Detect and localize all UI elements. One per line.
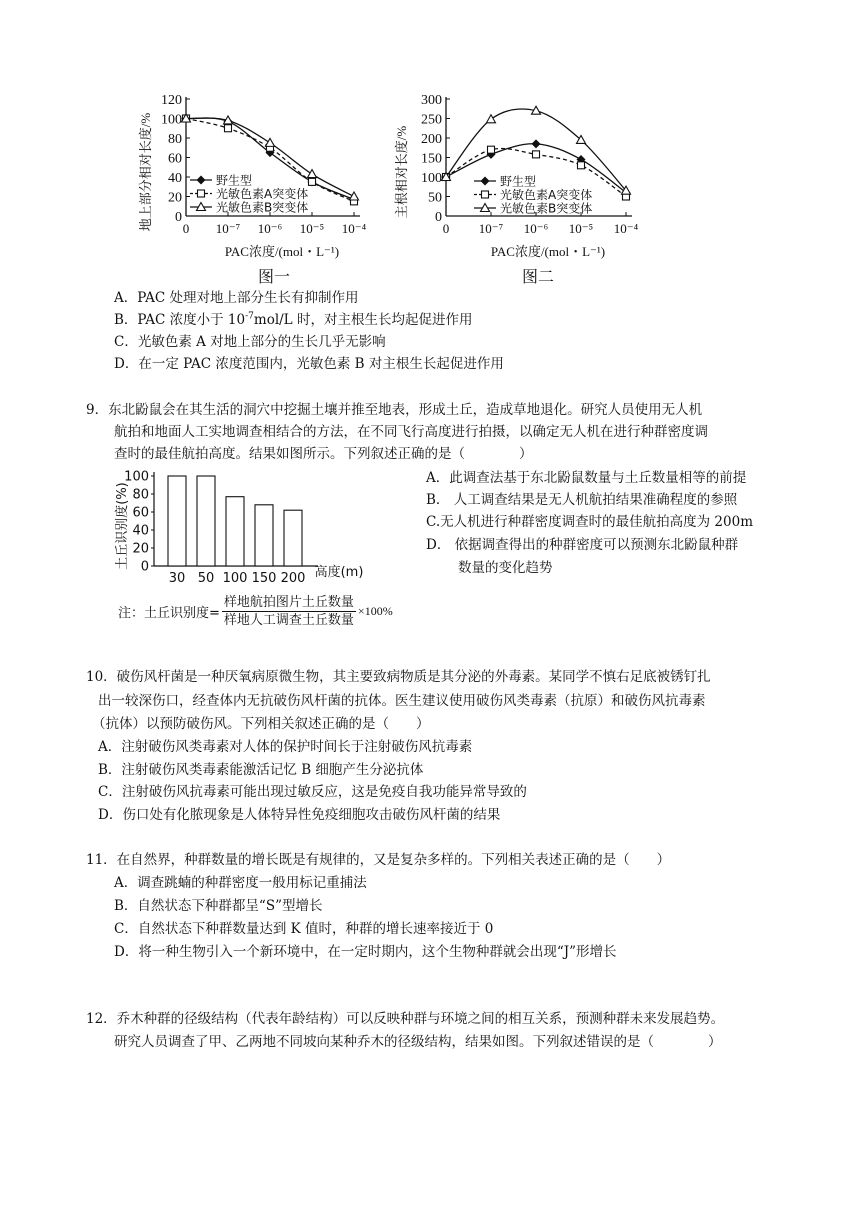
q8-option-c: C．光敏色素 A 对地上部分的生长几乎无影响	[114, 334, 386, 350]
figure-1-legend	[190, 173, 308, 215]
data-point	[488, 146, 495, 153]
figure-2-xlabel: PAC浓度/(mol・L⁻¹)	[490, 244, 606, 259]
x-tick-label: 150	[251, 571, 277, 586]
q10-option-d: D．伤口处有化脓现象是人体特异性免疫细胞攻击破伤风杆菌的结果	[98, 807, 501, 823]
data-point	[350, 192, 359, 200]
y-tick-label: 0	[175, 210, 182, 225]
q12-stem-line-2: 研究人员调查了甲、乙两地不同坡向某种乔木的径级结构，结果如图。下列叙述错误的是（ ）	[114, 1034, 722, 1050]
legend-label: 光敏色素B突变体	[216, 200, 309, 215]
figure-2-legend	[474, 174, 592, 216]
q11-stem: 11．在自然界，种群数量的增长既是有规律的，又是复杂多样的。下列相关表述正确的是（ ）	[86, 852, 671, 868]
legend-label: 野生型	[500, 174, 537, 189]
q10-option-c: C．注射破伤风抗毒素可能出现过敏反应，这是免疫自我功能异常导致的	[98, 784, 527, 800]
figure-2-caption: 图二	[522, 267, 555, 286]
legend-marker	[198, 190, 205, 197]
figure-1-ylabel: 地上部分相对长度/%	[138, 112, 153, 232]
y-tick-label: 20	[132, 541, 149, 557]
q9-option-d-line-2: 数量的变化趋势	[458, 560, 553, 576]
q9-ylabel: 土丘识别度(%)	[115, 482, 130, 570]
figure-2-ylabel: 主根相对长度/%	[394, 125, 409, 219]
data-point	[533, 151, 540, 158]
y-tick-label: 80	[168, 132, 182, 147]
y-tick-label: 300	[421, 93, 442, 108]
y-tick-label: 60	[132, 505, 149, 521]
y-tick-label: 200	[421, 132, 442, 147]
q9-note-fraction: 样地航拍图片土丘数量 样地人工调查土丘数量	[223, 595, 354, 628]
q9-xlabel: 高度(m)	[314, 565, 364, 580]
legend-label: 野生型	[216, 173, 253, 188]
y-tick-label: 40	[168, 171, 182, 186]
q9-option-d-line-1: D． 依据调查得出的种群密度可以预测东北鼢鼠种群	[426, 537, 739, 553]
legend-marker	[481, 177, 490, 186]
data-point	[309, 178, 316, 185]
legend-marker	[197, 176, 206, 185]
x-tick-label: 10⁻⁴	[341, 221, 367, 236]
y-tick-label: 100	[161, 112, 182, 128]
y-tick-label: 150	[421, 151, 442, 167]
y-tick-label: 0	[435, 210, 442, 225]
y-tick-label: 120	[161, 93, 182, 108]
bar	[226, 497, 244, 566]
bar	[168, 476, 186, 566]
x-tick-label: 50	[197, 571, 215, 586]
data-point	[532, 139, 541, 148]
x-tick-label: 10⁻⁶	[523, 221, 549, 236]
data-point	[487, 115, 496, 123]
data-point	[308, 170, 317, 178]
q9-option-a: A．此调查法基于东北鼢鼠数量与土丘数量相等的前提	[426, 470, 747, 486]
bar	[197, 476, 215, 566]
q10-stem-line-2: 出一较深伤口，经查体内无抗破伤风杆菌的抗体。医生建议使用破伤风类毒素（抗原）和破伤风抗毒素	[98, 693, 706, 709]
q9-bar-chart	[104, 468, 374, 590]
q11-option-a: A．调查跳蝻的种群密度一般用标记重捕法	[114, 875, 367, 891]
data-point	[225, 125, 232, 132]
q12-stem-line-1: 12．乔木种群的径级结构（代表年龄结构）可以反映种群与环境之间的相互关系，预测种群未来发展趋势。	[86, 1011, 725, 1027]
legend-label: 光敏色素A突变体	[216, 187, 309, 201]
y-tick-label: 20	[168, 190, 182, 206]
x-tick-label: 10⁻⁴	[613, 221, 639, 236]
x-tick-label: 0	[442, 221, 450, 236]
q10-option-b: B．注射破伤风类毒素能激活记忆 B 细胞产生分泌抗体	[98, 762, 424, 778]
figure-1-axes	[161, 93, 367, 236]
q9-stem-line-2: 航拍和地面人工实地调查相结合的方法，在不同飞行高度进行拍摄，以确定无人机在进行种群密度调	[114, 424, 708, 440]
bar	[255, 505, 273, 566]
x-tick-label: 10⁻⁶	[257, 221, 283, 236]
q10-stem-line-3: （抗体）以预防破伤风。下列相关叙述正确的是（ ）	[92, 716, 430, 732]
y-tick-label: 50	[428, 190, 442, 206]
q11-option-b: B．自然状态下种群都呈“S”型增长	[114, 898, 323, 914]
y-tick-label: 100	[421, 171, 442, 186]
x-tick-label: 30	[168, 571, 186, 586]
y-tick-label: 0	[140, 559, 149, 575]
y-tick-label: 40	[132, 523, 149, 539]
bar	[284, 510, 302, 566]
q8-option-d: D．在一定 PAC 浓度范围内，光敏色素 B 对主根生长起促进作用	[114, 356, 504, 372]
figure-1-caption: 图一	[258, 267, 291, 286]
data-point	[578, 162, 585, 169]
q11-option-d: D．将一种生物引入一个新环境中，在一定时期内，这个生物种群就会出现“J”形增长	[114, 944, 617, 960]
q8-option-b: B．PAC 浓度小于 $10^{-7}mol/L$ 时，对主根生长均起促进作用	[114, 311, 473, 328]
figure-1-xlabel: PAC浓度/(mol・L⁻¹)	[224, 244, 340, 259]
figure-1-chart	[130, 84, 380, 264]
y-tick-label: 60	[168, 151, 182, 167]
legend-label: 光敏色素B突变体	[500, 201, 593, 216]
legend-label: 光敏色素A突变体	[500, 188, 593, 202]
data-point	[266, 138, 275, 146]
y-tick-label: 80	[132, 487, 149, 503]
x-tick-label: 100	[222, 571, 248, 586]
series-line	[186, 118, 354, 196]
q9-stem-line-3: 查时的最佳航拍高度。结果如图所示。下列叙述正确的是（ ）	[114, 446, 533, 462]
q10-stem-line-1: 10．破伤风杆菌是一种厌氧病原微生物，其主要致病物质是其分泌的外毒素。某同学不慎右足底被锈钉扎	[86, 669, 711, 685]
x-tick-label: 10⁻⁷	[215, 221, 241, 236]
x-tick-label: 0	[182, 221, 190, 236]
q9-bars	[168, 476, 302, 566]
q9-option-b: B． 人工调查结果是无人机航拍结果准确程度的参照	[426, 492, 738, 508]
q9-note: 注：土丘识别度= 样地航拍图片土丘数量 样地人工调查土丘数量 ×100%	[118, 595, 393, 628]
q8-option-a: A．PAC 处理对地上部分生长有抑制作用	[114, 290, 359, 306]
y-tick-label: 100	[124, 469, 149, 485]
q10-option-a: A．注射破伤风类毒素对人体的保护时间长于注射破伤风抗毒素	[98, 739, 473, 755]
x-tick-label: 200	[280, 571, 306, 586]
q11-option-c: C．自然状态下种群数量达到 K 值时，种群的增长速率接近于 0	[114, 921, 494, 937]
x-tick-label: 10⁻⁷	[478, 221, 504, 236]
y-tick-label: 250	[421, 112, 442, 128]
figure-2-chart	[388, 84, 650, 264]
legend-marker	[482, 191, 489, 198]
x-tick-label: 10⁻⁵	[568, 221, 594, 236]
x-tick-label: 10⁻⁵	[299, 221, 325, 236]
q9-stem-line-1: 9．东北鼢鼠会在其生活的洞穴中挖掘土壤并推至地表，形成土丘，造成草地退化。研究人员使用无人机	[86, 402, 703, 418]
q9-option-c: C.无人机进行种群密度调查时的最佳航拍高度为 200m	[426, 514, 753, 530]
